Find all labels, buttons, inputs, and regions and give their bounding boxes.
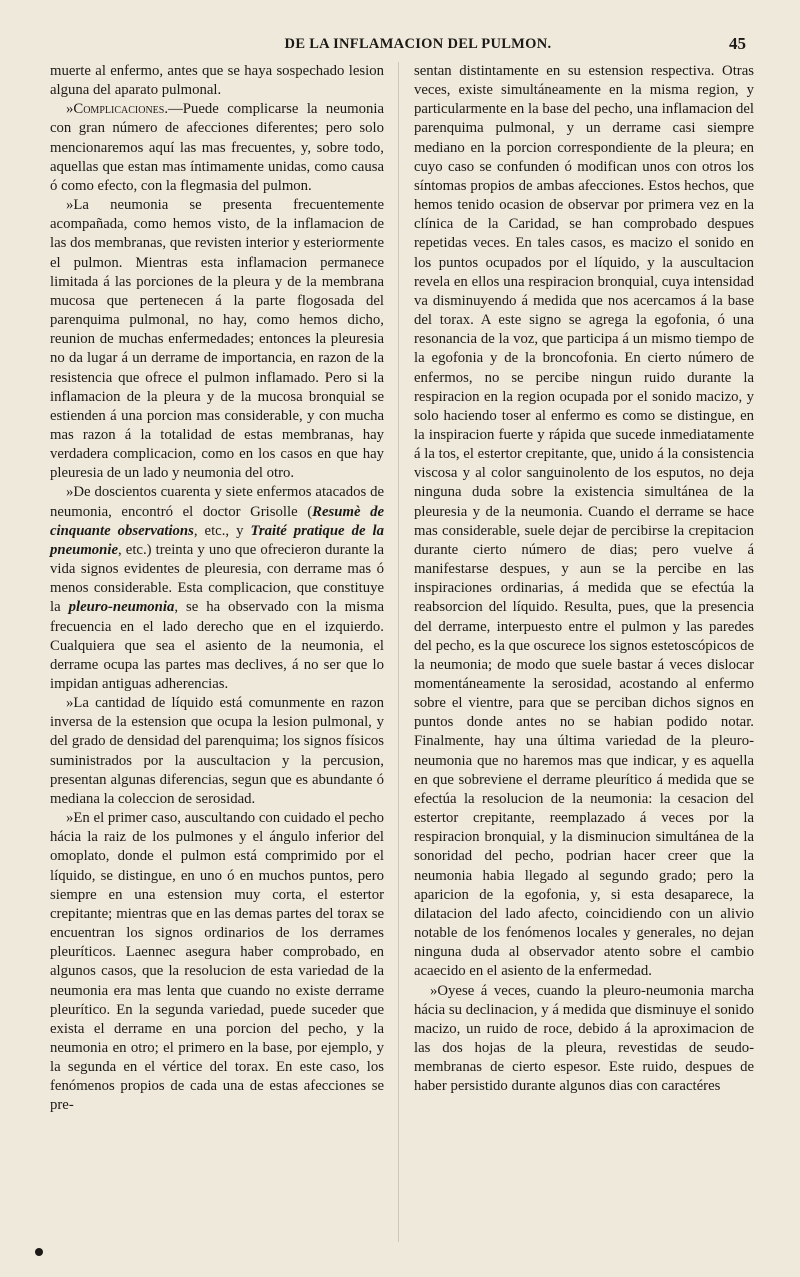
right-column [414,62,754,1096]
paragraph: »La cantidad de líquido está comunmente en razon inversa de la estension que ocupa la lesion pulmonal, y del grado de densidad del parenquima; los signos físicos suministrados por la auscultacion y la percusion, presentan algunas diferencias, segun que es abundante ó mediana la coleccion de serosidad. [50,695,384,807]
term: pleuro-neumonia [68,599,175,616]
paragraph-grisolle [50,483,384,694]
paragraph: »La neumonia se presenta frecuentemente acompañada, como hemos visto, de la inflamacion de las dos membranas, que revisten interior y esteriormente el pulmon. Mientras esta inflamacion permanece limitada á las porciones de la pleura y de la membrana mucosa que pertenecen á la parte flogosada del parenquima pulmonal, no hay, como hemos dicho, reunion de muchas enfermedades; entonces la pleuresia no da lugar á un derrame de importancia, en razon de la resistencia que ofrece el pulmon inflamado. Pero si la inflamacion de la pleura y de la mucosa bronquial se estienden á una porcion mas considerable, y con mucha mas razon á la totalidad de estas membranas, hay verdadera complicacion, como en los casos en que hay pleuresia de un lado y neumonia del otro. [50,197,384,482]
left-column [50,62,384,1116]
paragraph-text: »De doscientos cuarenta y siete enfermos atacados de neumonia, encontró el doctor Grisolle ( [50,484,384,520]
section-heading: »Complicaciones. [66,101,169,118]
paragraph: »En el primer caso, auscultando con cuidado el pecho hácia la raiz de los pulmones y el ángulo inferior del omoplato, donde el pulmon está comprimido por el líquido, se distingue, en uno ó en muchos puntos, pero siempre en una estension muy corta, el estertor crepitante; mientras que en las demas partes del torax se encuentran los signos ordinarios de los derrames pleuríticos. Laennec asegura haber comprobado, en algunos casos, que la resolucion de esta variedad de la neumonia era mas lenta que cuando no existe derrame pleurítico. En la segunda variedad, puede suceder que exista el derrame en una porcion del pecho, y la neumonia en otro; el primero en la base, por ejemplo, y la segunda en el vértice del torax. En este caso, los fenómenos propios de cada una de estas afecciones se pre- [50,810,384,1114]
paragraph-text: , se ha observado con la misma frecuencia en el lado derecho que en el izquierdo. Cualquiera que sea el asiento de la neumonia, el derrame ocupa las partes mas declives, á no ser que lo impidan antiguas adherencias. [50,599,384,692]
page-number: 45 [729,34,746,53]
paragraph: sentan distintamente en su estension respectiva. Otras veces, existe simultáneamente en la misma region, y particularmente en la base del pecho, una inflamacion del parenquima pulmonal, y un derrame casi siempre mediano en la porcion correspondiente de la pleura; en cuyo caso se confunden ó modifican unos con otros los síntomas propios de ambas afecciones. Estos hechos, que hemos tenido ocasion de observar por primera vez en la clínica de la Caridad, se han comprobado despues repetidas veces. En tales casos, es macizo el sonido en los puntos ocupados por el líquido, y la auscultacion revela en ellos una respiracion bronquial, cuya intensidad va disminuyendo á medida que nos acercamos á la base del torax. A este signo se agrega la egofonia, ó una resonancia de la voz, que participa á un mismo tiempo de la egofonia y de la broncofonia. En cierto número de enfermos, no se percibe ningun ruido durante la respiracion en la region ocupada por el sonido macizo, y solo haciendo toser al enfermo es como se distingue, en la inspiracion fuerte y rápida que sucede inmediatamente á la tos, el estertor crepitante, que, unido á la consistencia viscosa y al color sanguinolento de los esputos, no deja ninguna duda sobre la existencia simultánea de la pleuresia y de la neumonia. Cuando el derrame se hace mas considerable, suele dejar de percibirse la crepitacion durante cierto número de dias; pero vuelve á manifestarse despues, y aun se la percibe en las inspiraciones ordinarias, á medida que se efectúa la reabsorcion del líquido. Resulta, pues, que la presencia del derrame, interpuesto entre el pulmon y las paredes del pecho, es la que oscurece los signos estetoscópicos de la neumonia; de modo que suele bastar á veces dislocar momentáneamente la serosidad, acostando al enfermo sobre el vientre, para que se perciban dichos signos en puntos donde antes no se habian podido notar. Finalmente, hay una última variedad de la pleuro-neumonia que no haremos mas que indicar, y es aquella en que sobreviene el derrame pleurítico á medida que se efectúa la resolucion de la neumonia: la cesacion del estertor crepitante, reemplazado á veces por la respiracion bronquial, y la disminucion simultánea de la sonoridad del pecho, podrian hacer creer que la neumonia habia llegado al segundo grado; pero la aparicion de la egofonia, y, si esta desaparece, la dilatacion del lado afecto, coincidiendo con un alivio notable de los fenómenos locales y generales, no dejan ninguna duda al observador atento sobre el cambio acaecido en el asiento de la enfermedad. [414,63,754,980]
column-divider [398,62,399,1242]
running-head [0,36,800,56]
running-title: DE LA INFLAMACION DEL PULMON. [284,36,552,52]
margin-mark [35,1248,43,1256]
paragraph-text: , etc., y [193,522,251,539]
paragraph-text: , etc.) treinta y uno que ofrecieron durante la vida signos evidentes de pleuresia, con derrame mas ó menos considerable. Esta complicacion, que constituye la [50,541,384,616]
paragraph-complicaciones [50,100,384,196]
reference-title: Resumè de cinquante observations [50,503,384,539]
paragraph: muerte al enfermo, antes que se haya sospechado lesion alguna del aparato pulmonal. [50,63,384,99]
paragraph: »Oyese á veces, cuando la pleuro-neumonia marcha hácia su declinacion, y á medida que disminuye el sonido macizo, un ruido de roce, debido á la aproximacion de las dos hojas de la pleura, revestidas de seudo-membranas de cierto espesor. Este ruido, despues de haber persistido durante algunos dias con caractéres [414,982,754,1095]
reference-title: Traité pratique de la pneumonie [50,522,384,558]
paragraph-text: —Puede complicarse la neumonia con gran número de afecciones diferentes; pero solo mencionaremos aquí las mas frecuentes, y, sobre todo, aquellas que estan mas íntimamente unidas, como causa ó como efecto, con la flegmasia del pulmon. [50,101,384,194]
